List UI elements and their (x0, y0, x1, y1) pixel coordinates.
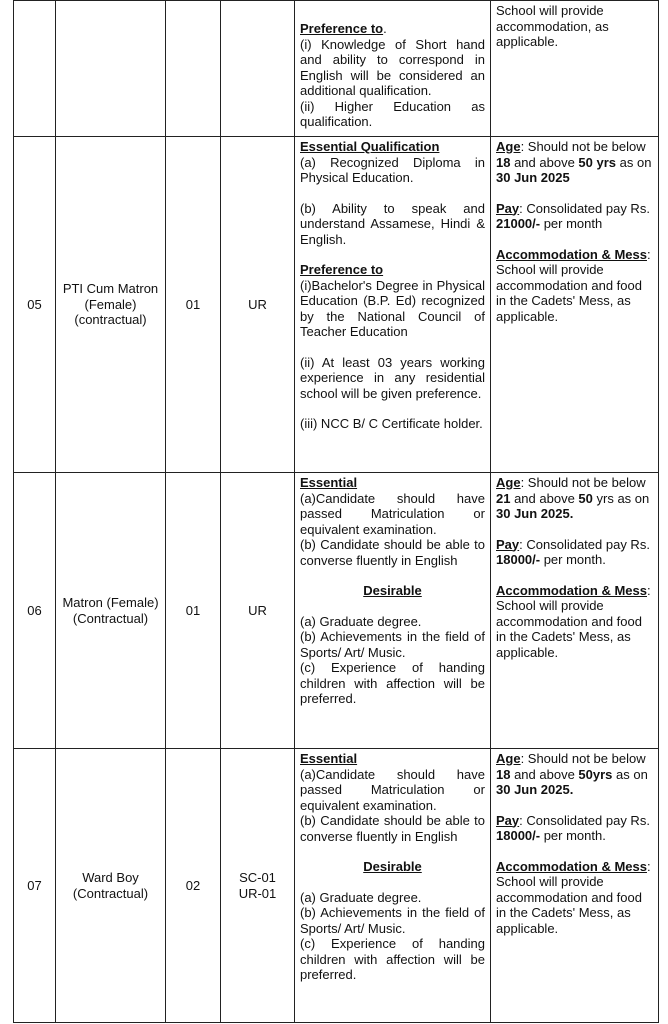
preference-heading: Preference to (300, 21, 384, 36)
desirable-heading: Desirable (363, 583, 422, 598)
essential-heading: Essential (300, 751, 358, 766)
age-text: Age: Should not be below 18 and above 50 yrs as on 30 Jun 2025 (496, 139, 652, 185)
age-text: Age: Should not be below 21 and above 50 yrs as on 30 Jun 2025. (496, 475, 650, 521)
age-text: Age: Should not be below 18 and above 50yrs as on 30 Jun 2025. (496, 751, 648, 797)
desirable-heading: Desirable (363, 859, 422, 874)
table-row (14, 749, 659, 1023)
essential-item: (a)Candidate should have passed Matriculation or equivalent examination. (300, 766, 485, 813)
qualification-cell (295, 749, 491, 1023)
preference-item: (i)Bachelor's Degree in Physical Education (B.P. Ed) recognized by the National Council of Teacher Education (300, 277, 485, 339)
preference-item: (ii) Higher Education as qualification. (300, 98, 485, 129)
essential-heading: Essential Qualification (300, 139, 440, 154)
desirable-item: (b) Achievements in the field of Sports/ Art/ Music. (300, 629, 485, 660)
pay-text: Pay: Consolidated pay Rs. 21000/- per month (496, 200, 650, 231)
remarks-cell (491, 1, 659, 137)
accommodation-text: School will provide accommodation and food in the Cadets' Mess, as applicable. (496, 598, 642, 660)
pay-text: Pay: Consolidated pay Rs. 18000/- per month. (496, 812, 650, 843)
count-cell: 02 (166, 749, 221, 1023)
qualification-cell (295, 137, 491, 473)
post-cell: Ward Boy (Contractual) (56, 749, 166, 1023)
remarks-cell (491, 137, 659, 473)
post-cell: PTI Cum Matron (Female) (contractual) (56, 137, 166, 473)
serial-cell: 05 (14, 137, 56, 473)
essential-item: (b) Ability to speak and understand Assamese, Hindi & English. (300, 200, 485, 247)
accommodation-text: School will provide accommodation and food in the Cadets' Mess, as applicable. (496, 874, 642, 936)
desirable-item: (a) Graduate degree. (300, 889, 422, 905)
table-row (14, 137, 659, 473)
preference-heading: Preference to (300, 262, 384, 277)
category-cell: UR (221, 137, 295, 473)
essential-item: (b) Candidate should be able to converse fluently in English (300, 813, 485, 844)
category-cell: UR (221, 473, 295, 749)
count-cell (166, 1, 221, 137)
pay-text: Pay: Consolidated pay Rs. 18000/- per month. (496, 536, 650, 567)
table-row (14, 1, 659, 137)
category-item: UR-01 (238, 885, 277, 901)
count-cell: 01 (166, 473, 221, 749)
essential-item: (a)Candidate should have passed Matriculation or equivalent examination. (300, 490, 485, 537)
desirable-item: (b) Achievements in the field of Sports/ Art/ Music. (300, 905, 485, 936)
essential-item: (b) Candidate should be able to converse fluently in English (300, 537, 485, 568)
remarks-cell (491, 749, 659, 1023)
preference-item: (i) Knowledge of Short hand and ability to correspond in English will be considered an additional qualification. (300, 36, 485, 98)
accommodation-text: School will provide accommodation and food in the Cadets' Mess, as applicable. (496, 262, 642, 324)
table-row (14, 473, 659, 749)
post-cell: Matron (Female) (Contractual) (56, 473, 166, 749)
desirable-item: (a) Graduate degree. (300, 613, 422, 629)
essential-item: (a) Recognized Diploma in Physical Education. (300, 154, 485, 185)
vacancy-table (13, 0, 659, 1023)
serial-cell (14, 1, 56, 137)
accommodation-heading: Accommodation & Mess: (496, 858, 651, 874)
qualification-cell (295, 473, 491, 749)
category-cell (221, 749, 295, 1023)
serial-cell: 06 (14, 473, 56, 749)
accommodation-text: School will provide accommodation, as applicable. (496, 3, 609, 49)
qualification-cell: Preference to. (i) Knowledge of Short hand and ability to correspond in English will be considered an additional qualification. (ii) Higher Education as qualification. (295, 1, 491, 137)
preference-item: (ii) At least 03 years working experience in any residential school will be given preference. (300, 354, 485, 401)
desirable-item: (c) Experience of handing children with affection will be preferred. (300, 936, 485, 982)
accommodation-heading: Accommodation & Mess: (496, 246, 651, 262)
accommodation-heading: Accommodation & Mess: (496, 582, 651, 598)
preference-item: (iii) NCC B/ C Certificate holder. (300, 416, 483, 431)
desirable-item: (c) Experience of handing children with affection will be preferred. (300, 660, 485, 706)
count-cell: 01 (166, 137, 221, 473)
remarks-cell (491, 473, 659, 749)
serial-cell: 07 (14, 749, 56, 1023)
category-item: SC-01 (239, 870, 276, 885)
category-cell (221, 1, 295, 137)
post-cell (56, 1, 166, 137)
essential-heading: Essential (300, 475, 358, 490)
